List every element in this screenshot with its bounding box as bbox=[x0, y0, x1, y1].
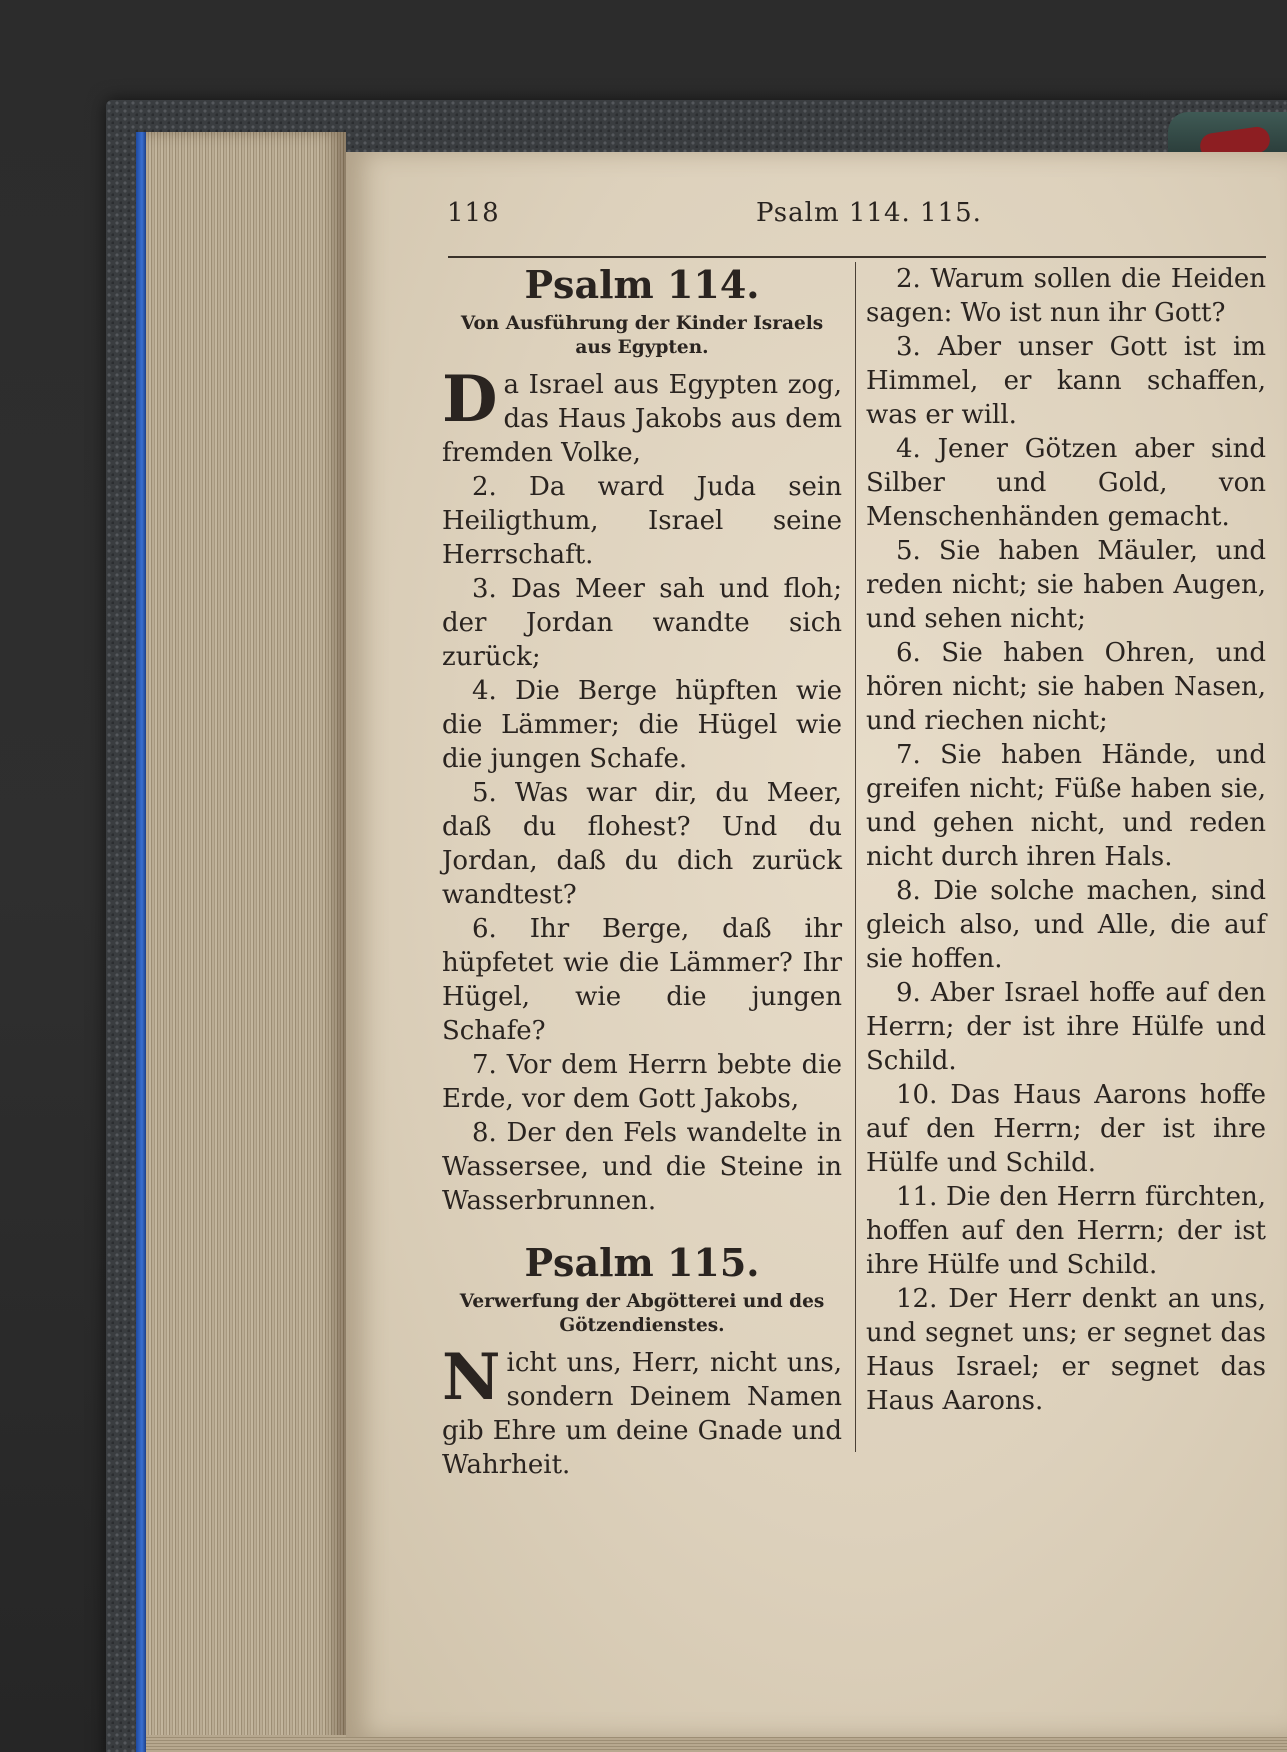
psalm-115-verse-11: 11. Die den Herrn fürchten, hoffen auf den Herrn; der ist ihre Hülfe und Schild. bbox=[866, 1182, 1266, 1280]
psalm-115-verse-8: 8. Die solche machen, sind gleich also, und Alle, die auf sie hoffen. bbox=[866, 876, 1266, 974]
psalm-115-verse-12: 12. Der Herr denkt an uns, und segnet uns; er segnet das Haus Israel; er segnet das Haus Aarons. bbox=[866, 1284, 1266, 1416]
psalm-114-subtitle: Von Ausführung der Kinder Israels aus Egypten. bbox=[460, 313, 824, 358]
page-number: 118 bbox=[447, 198, 500, 228]
psalm-114-verse-6: 6. Ihr Berge, daß ihr hüpfetet wie die Lämmer? Ihr Hügel, wie die jungen Schafe? bbox=[442, 914, 842, 1046]
psalm-115-subtitle: Verwerfung der Abgötterei und des Götzendienstes. bbox=[459, 1291, 825, 1336]
psalm-114-verse-3: 3. Das Meer sah und floh; der Jordan wandte sich zurück; bbox=[442, 574, 842, 672]
psalm-115-verse-2: 2. Warum sollen die Heiden sagen: Wo ist nun ihr Gott? bbox=[866, 264, 1266, 328]
psalm-114-title: Psalm 114. bbox=[524, 262, 760, 307]
psalm-114-verse-4: 4. Die Berge hüpften wie die Lämmer; die Hügel wie die jungen Schafe. bbox=[442, 676, 842, 774]
psalm-114-verse-2: 2. Da ward Juda sein Heiligthum, Israel seine Herrschaft. bbox=[442, 472, 842, 570]
verse-text: a Israel aus Egypten zog, das Haus Jakobs aus dem fremden Volke, bbox=[442, 370, 842, 468]
dropcap: N bbox=[442, 1340, 501, 1415]
bottom-page-edges bbox=[146, 1735, 1287, 1752]
psalm-115-verse-6: 6. Sie haben Ohren, und hören nicht; sie haben Nasen, und riechen nicht; bbox=[866, 638, 1266, 736]
psalm-115-verse-4: 4. Jener Götzen aber sind Silber und Gold, von Menschenhänden gemacht. bbox=[866, 434, 1266, 532]
dropcap: D bbox=[442, 362, 498, 437]
column-divider bbox=[855, 262, 856, 1452]
psalm-115-verse-1 bbox=[442, 1340, 842, 1482]
right-column bbox=[866, 262, 1266, 1418]
psalm-115-verse-9: 9. Aber Israel hoffe auf den Herrn; der ist ihre Hülfe und Schild. bbox=[866, 978, 1266, 1076]
page-edges-stack bbox=[146, 132, 346, 1752]
verse-text: icht uns, Herr, nicht uns, sondern Deinem Namen gib Ehre um deine Gnade und Wahrheit. bbox=[442, 1348, 842, 1480]
psalm-115-title: Psalm 115. bbox=[524, 1240, 760, 1285]
blue-page-edge bbox=[136, 132, 146, 1752]
psalm-114-verse-5: 5. Was war dir, du Meer, daß du flohest? Und du Jordan, daß du dich zurück wandtest? bbox=[442, 778, 842, 910]
psalm-115-verse-3: 3. Aber unser Gott ist im Himmel, er kann schaffen, was er will. bbox=[866, 332, 1266, 430]
header-rule bbox=[448, 256, 1266, 258]
running-title: Psalm 114. 115. bbox=[756, 198, 982, 228]
psalm-115-verse-7: 7. Sie haben Hände, und greifen nicht; Füße haben sie, und gehen nicht, und reden nicht durch ihren Hals. bbox=[866, 740, 1266, 872]
psalm-115-verse-5: 5. Sie haben Mäuler, und reden nicht; sie haben Augen, und sehen nicht; bbox=[866, 536, 1266, 634]
psalm-114-verse-7: 7. Vor dem Herrn bebte die Erde, vor dem Gott Jakobs, bbox=[442, 1050, 842, 1114]
psalm-114-verse-1 bbox=[442, 362, 842, 470]
psalm-115-verse-10: 10. Das Haus Aarons hoffe auf den Herrn; der ist ihre Hülfe und Schild. bbox=[866, 1080, 1266, 1178]
left-column bbox=[442, 262, 842, 1482]
psalm-114-verse-8: 8. Der den Fels wandelte in Wassersee, und die Steine in Wasserbrunnen. bbox=[442, 1118, 842, 1216]
